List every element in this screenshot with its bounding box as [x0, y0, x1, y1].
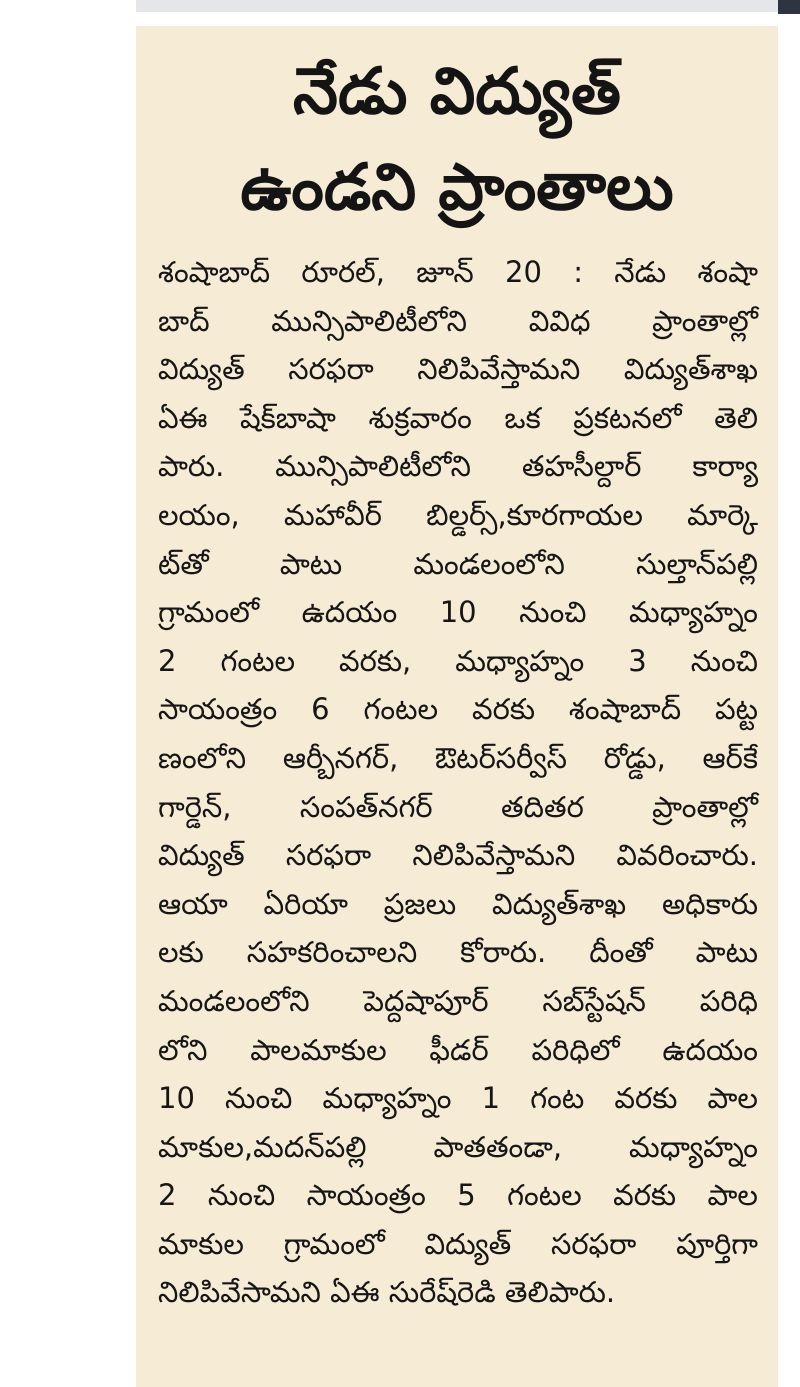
body-line: ణంలోని ఆర్బీనగర్, ఔటర్‌సర్వీస్ రోడ్డు, ఆర్‌కే	[158, 740, 758, 775]
body-line: శంషాబాద్ రూరల్, జూన్ 20 : నేడు శంషా	[158, 255, 758, 289]
body-line: ఆయా ఏరియా ప్రజలు విద్యుత్‌శాఖ అధికారు	[158, 886, 758, 921]
headline-line-2: ఉండని ప్రాంతాలు	[240, 151, 674, 225]
body-line: విద్యుత్ సరఫరా నిలిపివేస్తామని వివరించారు.	[158, 838, 758, 873]
body-line: మాకుల గ్రామంలో విద్యుత్ సరఫరా పూర్తిగా	[158, 1226, 758, 1261]
body-line: మాకుల,మదన్‌పల్లి పాతతండా, మధ్యాహ్నం	[158, 1129, 758, 1164]
newspaper-clipping	[136, 26, 778, 1387]
body-line: లయం, మహావీర్ బిల్డర్స్,కూరగాయల మార్కె	[158, 497, 758, 532]
article-headline	[136, 44, 778, 236]
browser-top-edge	[778, 0, 800, 14]
body-line: గార్డెన్, సంపత్‌నగర్ తదితర ప్రాంతాల్లో	[158, 789, 758, 824]
body-line: లకు సహకరించాలని కోరారు. దీంతో పాటు	[158, 935, 758, 970]
body-line: గ్రామంలో ఉదయం 10 నుంచి మధ్యాహ్నం	[158, 595, 758, 630]
body-line: నిలిపివేసామని ఏఈ సురేష్‌రెడి తెలిపారు.	[158, 1275, 616, 1310]
body-line: బాద్ మున్సిపాలిటీలోని వివిధ ప్రాంతాల్లో	[158, 303, 758, 338]
body-line: పారు. మున్సిపాలిటీలోని తహసీల్దార్ కార్యా	[158, 449, 758, 484]
body-line: 10 నుంచి మధ్యాహ్నం 1 గంట వరకు పాల	[158, 1081, 758, 1116]
body-line: ట్‌తో పాటు మండలంలోని సుల్తాన్‌పల్లి	[158, 546, 758, 581]
headline-line-1: నేడు విద్యుత్	[293, 55, 621, 129]
article-body	[136, 248, 778, 1317]
browser-top-strip	[136, 0, 778, 12]
body-line: మండలంలోని పెద్దషాపూర్ సబ్‌స్టేషన్ పరిధి	[158, 983, 758, 1018]
body-line: 2 నుంచి సాయంత్రం 5 గంటల వరకు పాల	[158, 1178, 758, 1213]
body-line: ఏఈ షేక్‌బాషా శుక్రవారం ఒక ప్రకటనలో తెలి	[158, 400, 758, 435]
body-line: విద్యుత్ సరఫరా నిలిపివేస్తామని విద్యుత్‌శాఖ	[158, 352, 758, 387]
body-line: సాయంత్రం 6 గంటల వరకు శంషాబాద్ పట్ట	[158, 692, 758, 727]
body-line: లోని పాలమాకుల ఫీడర్ పరిధిలో ఉదయం	[158, 1032, 758, 1067]
body-line: 2 గంటల వరకు, మధ్యాహ్నం 3 నుంచి	[158, 643, 758, 678]
